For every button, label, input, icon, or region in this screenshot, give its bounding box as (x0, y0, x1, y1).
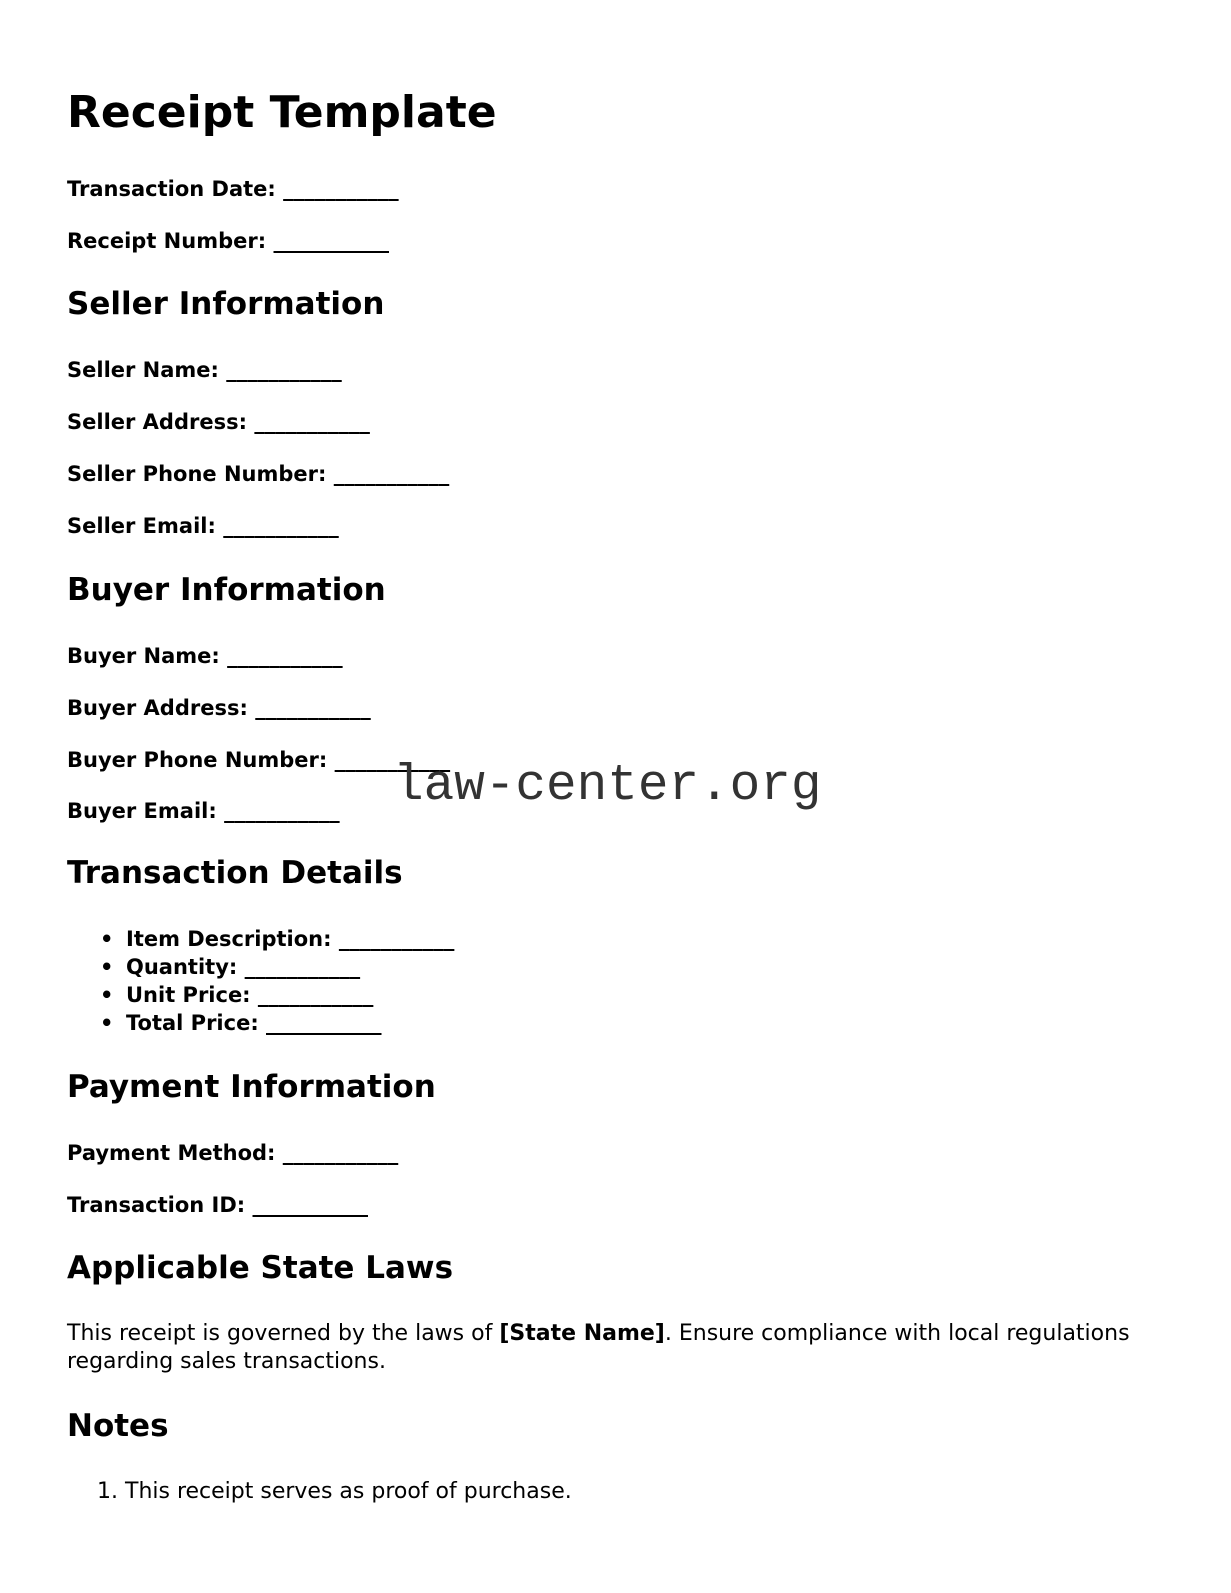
field-blank[interactable]: ___________ (224, 799, 340, 823)
list-item (100, 925, 454, 953)
list-item (100, 953, 454, 981)
seller-address-field (67, 407, 370, 437)
field-blank[interactable]: ___________ (255, 696, 371, 720)
watermark: law-center.org (393, 758, 822, 815)
seller-heading: Seller Information (67, 286, 385, 322)
list-item (100, 981, 454, 1009)
seller-name-field (67, 355, 342, 385)
buyer-email-field (67, 796, 340, 826)
notes-list (97, 1478, 572, 1506)
laws-heading: Applicable State Laws (67, 1250, 454, 1286)
state-name-placeholder: [State Name] (499, 1321, 665, 1346)
payment-method-field (67, 1138, 398, 1168)
field-blank[interactable]: ___________ (282, 1141, 399, 1165)
field-blank[interactable]: ___________ (338, 927, 455, 951)
seller-email-field (67, 511, 339, 541)
buyer-name-field (67, 641, 343, 671)
field-label: Transaction ID: (67, 1193, 246, 1217)
field-blank[interactable]: ___________ (273, 229, 389, 253)
field-label: Buyer Address: (67, 696, 248, 720)
field-blank[interactable]: ___________ (334, 748, 451, 772)
field-label: Transaction Date: (67, 177, 276, 201)
field-label: Payment Method: (67, 1141, 276, 1165)
payment-heading: Payment Information (67, 1069, 436, 1105)
field-blank[interactable]: ___________ (226, 358, 342, 382)
buyer-heading: Buyer Information (67, 572, 386, 608)
laws-paragraph (67, 1320, 1147, 1376)
laws-text: This receipt is governed by the laws of (67, 1321, 500, 1346)
receipt-number-field (67, 226, 389, 256)
field-blank[interactable]: ___________ (257, 983, 374, 1007)
field-label: Receipt Number: (67, 229, 267, 253)
transaction-heading: Transaction Details (67, 855, 403, 891)
field-label: Buyer Phone Number: (67, 748, 328, 772)
transaction-date-field (67, 174, 399, 204)
laws-text: . Ensure compliance with local regulations regarding sales transactions. (67, 1321, 1130, 1374)
field-label: Buyer Name: (67, 644, 220, 668)
field-label: Seller Address: (67, 410, 247, 434)
item-label: Item Description: (126, 927, 332, 951)
field-label: Seller Name: (67, 358, 219, 382)
field-blank[interactable]: ___________ (223, 514, 339, 538)
field-label: Buyer Email: (67, 799, 217, 823)
item-label: Quantity: (126, 955, 238, 979)
seller-phone-field (67, 459, 449, 489)
item-label: Unit Price: (126, 983, 251, 1007)
page-title: Receipt Template (67, 87, 497, 138)
list-item (100, 1009, 454, 1037)
item-label: Total Price: (126, 1011, 259, 1035)
field-label: Seller Phone Number: (67, 462, 327, 486)
field-blank[interactable]: ___________ (254, 410, 370, 434)
field-blank[interactable]: ___________ (252, 1193, 368, 1217)
field-blank[interactable]: ___________ (227, 644, 343, 668)
field-blank[interactable]: ___________ (266, 1011, 382, 1035)
item-number: 1. (97, 1479, 118, 1504)
list-item (97, 1478, 572, 1506)
transaction-details-list (100, 925, 454, 1037)
field-label: Seller Email: (67, 514, 216, 538)
buyer-address-field (67, 693, 371, 723)
field-blank[interactable]: ___________ (283, 177, 399, 201)
field-blank[interactable]: ___________ (244, 955, 361, 979)
notes-heading: Notes (67, 1408, 169, 1444)
item-text: This receipt serves as proof of purchase. (125, 1479, 572, 1504)
field-blank[interactable]: ___________ (333, 462, 450, 486)
transaction-id-field (67, 1190, 368, 1220)
